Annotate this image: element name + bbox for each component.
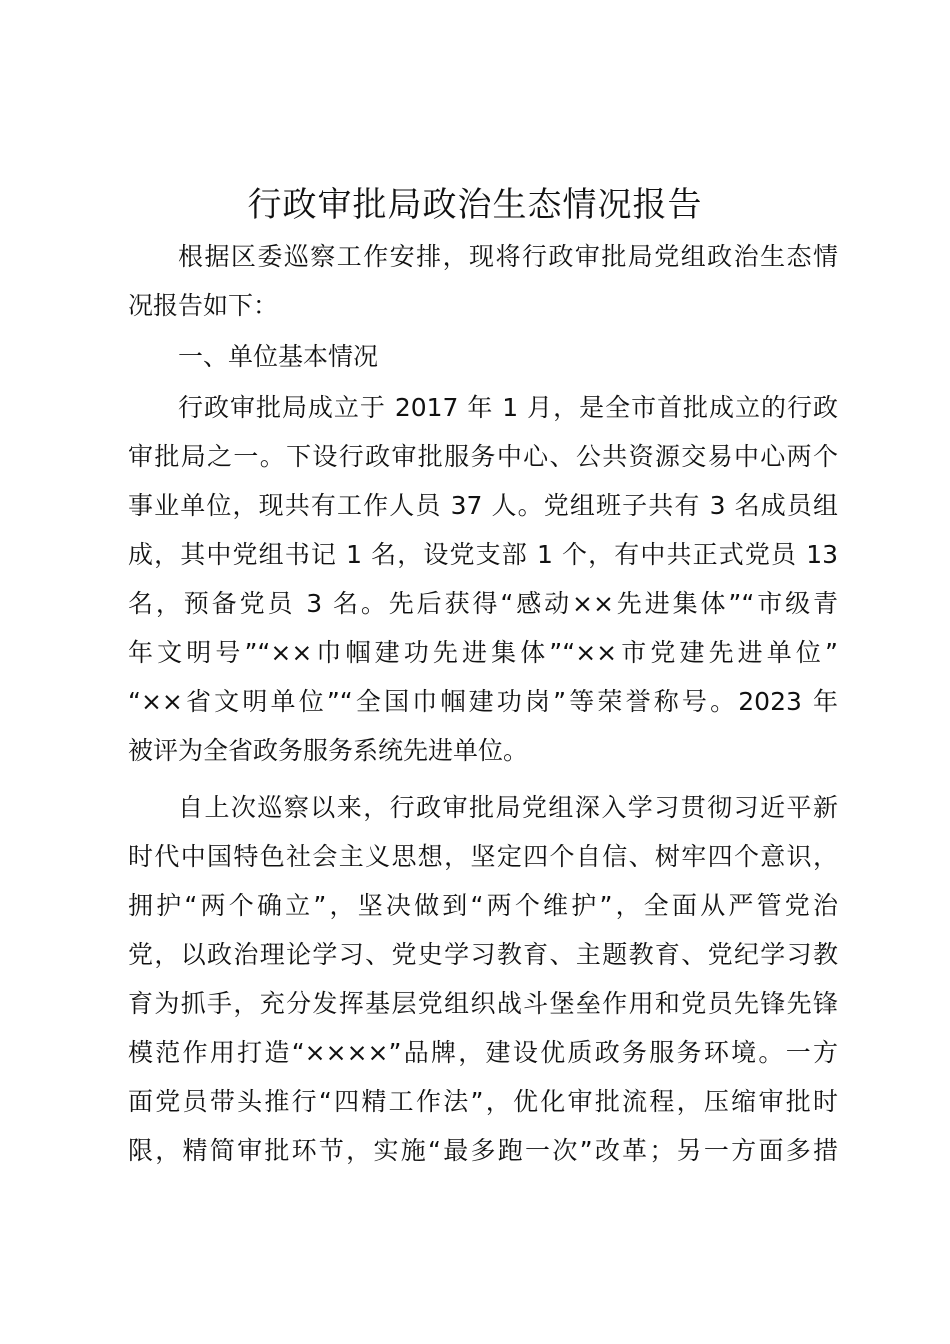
text-line: 成，其中党组书记 1 名，设党支部 1 个，有中共正式党员 13 <box>128 540 838 569</box>
text-line: 事业单位，现共有工作人员 37 人。党组班子共有 3 名成员组 <box>128 491 838 520</box>
text-line: 面党员带头推行“四精工作法”，优化审批流程，压缩审批时 <box>128 1087 838 1116</box>
text-line: 年文明号”“××巾帼建功先进集体”“××市党建先进单位” <box>128 638 838 667</box>
text-line: 自上次巡察以来，行政审批局党组深入学习贯彻习近平新 <box>178 793 838 822</box>
section-heading: 一、单位基本情况 <box>178 342 379 371</box>
document-title: 行政审批局政治生态情况报告 <box>247 185 703 225</box>
text-line: 审批局之一。下设行政审批服务中心、公共资源交易中心两个 <box>128 442 838 471</box>
text-line: 模范作用打造“××××”品牌，建设优质政务服务环境。一方 <box>128 1038 838 1067</box>
text-line: 被评为全省政务服务系统先进单位。 <box>128 736 529 765</box>
text-line: 况报告如下： <box>128 291 279 320</box>
text-line: 根据区委巡察工作安排，现将行政审批局党组政治生态情 <box>178 242 838 271</box>
text-line: 拥护“两个确立”，坚决做到“两个维护”，全面从严管党治 <box>128 891 838 920</box>
text-line: 行政审批局成立于 2017 年 1 月，是全市首批成立的行政 <box>178 393 838 422</box>
text-line: “××省文明单位”“全国巾帼建功岗”等荣誉称号。2023 年 <box>128 687 838 716</box>
text-line: 时代中国特色社会主义思想，坚定四个自信、树牢四个意识， <box>128 842 838 871</box>
text-line: 限，精简审批环节，实施“最多跑一次”改革；另一方面多措 <box>128 1136 838 1165</box>
text-line: 育为抓手，充分发挥基层党组织战斗堡垒作用和党员先锋先锋 <box>128 989 838 1018</box>
text-line: 名，预备党员 3 名。先后获得“感动××先进集体”“市级青 <box>128 589 838 618</box>
text-line: 党，以政治理论学习、党史学习教育、主题教育、党纪学习教 <box>128 940 838 969</box>
document-body <box>128 232 838 1175</box>
